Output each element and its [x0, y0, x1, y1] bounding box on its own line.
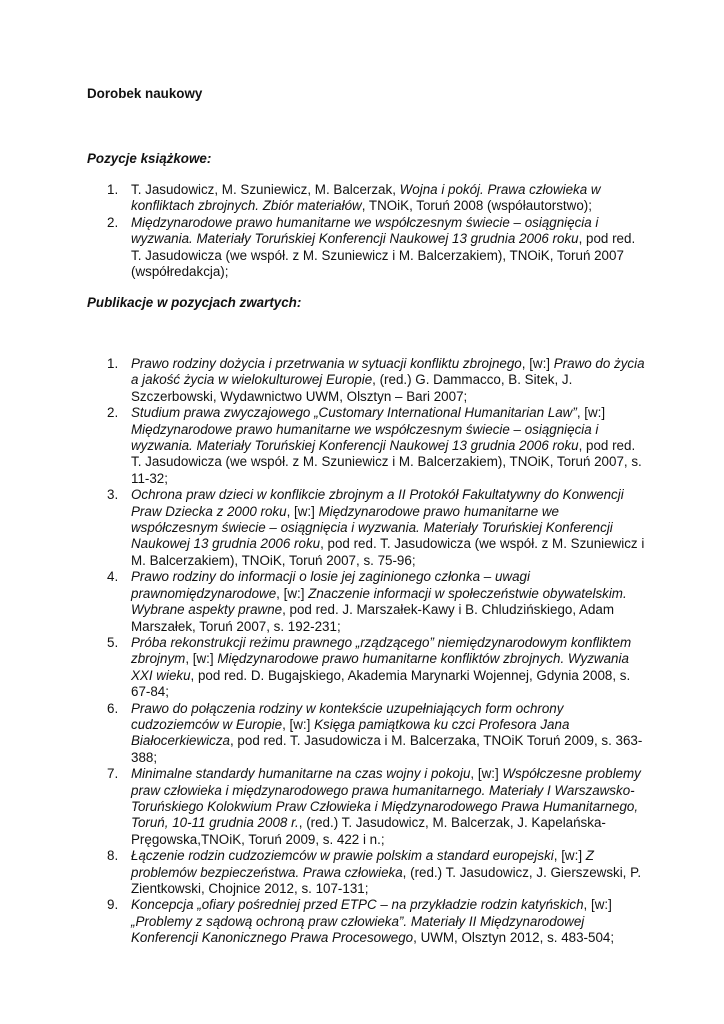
books-heading: Pozycje książkowe:: [87, 151, 212, 166]
list-item-number: 8.: [107, 848, 119, 864]
list-item-number: 7.: [107, 766, 119, 782]
citation-text: , (red.) T. Jasudowicz, M. Balcerzak, J. Kapelańska-Pręgowska,TNOiK, Toruń 2009, s. 422 i n.;: [131, 815, 606, 847]
citation-text: , pod red. D. Bugajskiego, Akademia Marynarki Wojennej, Gdynia 2008, s. 67-84;: [131, 667, 631, 700]
italic-title-text: Prawo rodziny dożycia i przetrwania w sytuacji konfliktu zbrojnego: [131, 356, 522, 371]
list-item-number: 2.: [107, 214, 119, 230]
citation-text: , (red.) G. Dammacco, B. Sitek, J. Szczerbowski, Wydawnictwo UWM, Olsztyn – Bari 2007;: [131, 372, 573, 404]
citation-text: , [w:]: [553, 848, 586, 864]
citation-text: T. Jasudowicz, M. Szuniewicz, M. Balcerzak,: [131, 182, 400, 197]
citation-text: , TNOiK, Toruń 2008 (współautorstwo);: [361, 198, 592, 214]
list-item: [87, 848, 647, 897]
citation-text: , (red.) T. Jasudowicz, J. Gierszewski, P. Zientkowski, Chojnice 2012, s. 107-131;: [131, 864, 642, 896]
italic-title-text: Ochrona praw dzieci w konflikcie zbrojnym a II Protokół Fakultatywny do Konwencji Praw Dziecka z 2000 roku: [131, 487, 624, 519]
citation-text: , [w:]: [521, 356, 554, 371]
citation-text: , [w:]: [583, 897, 612, 913]
citation-text: , [w:]: [286, 503, 319, 519]
italic-title-text: Międzynarodowe prawo humanitarne konfliktów zbrojnych. Wyzwania XXI wieku: [131, 651, 629, 683]
publications-heading: Publikacje w pozycjach zwartych:: [87, 295, 302, 310]
italic-title-text: Łączenie rodzin cudzoziemców w prawie polskim a standard europejski: [131, 848, 554, 864]
list-item: [87, 897, 647, 946]
italic-title-text: Z problemów bezpieczeństwa. Prawa człowieka: [131, 848, 594, 880]
list-item-number: 2.: [107, 405, 119, 421]
list-item: [87, 215, 647, 281]
italic-title-text: Międzynarodowe prawo humanitarne we współczesnym świecie – osiągnięcia i wyzwania. Materiały Toruńskiej Konferencji Naukowej 13 grudnia 2006 roku: [131, 503, 613, 552]
list-item-number: 5.: [107, 634, 119, 650]
citation-text: , [w:]: [185, 651, 218, 667]
list-item: [87, 356, 647, 405]
italic-title-text: Minimalne standardy humanitarne na czas wojny i pokoju: [131, 766, 471, 782]
list-item-number: 3.: [107, 487, 119, 503]
list-item-number: 4.: [107, 569, 119, 585]
italic-title-text: Prawo do życia a jakość życia w wielokulturowej Europie: [131, 356, 645, 388]
publications-list: [87, 356, 647, 947]
citation-text: , [w:]: [470, 766, 503, 782]
list-item: [87, 635, 647, 701]
italic-title-text: Prawo rodziny do informacji o losie jej zaginionego członka – uwagi prawnomiędzynarodowe: [131, 569, 530, 601]
citation-text: , pod red. T. Jasudowicza (we współ. z M. Szuniewicz i M. Balcerzakiem), TNOiK, Toruń 2007, s. 11-32;: [131, 438, 642, 486]
italic-title-text: Międzynarodowe prawo humanitarne we współczesnym świecie – osiągnięcia i wyzwania. Materiały Toruńskiej Konferencji Naukowej 13 grudnia 2006 roku: [131, 214, 599, 247]
list-item: [87, 569, 647, 635]
list-item-number: 9.: [107, 897, 119, 913]
italic-title-text: Wojna i pokój. Prawa człowieka w konfliktach zbrojnych. Zbiór materiałów: [131, 182, 601, 214]
page-title: Dorobek naukowy: [87, 86, 203, 101]
list-item: [87, 182, 647, 215]
italic-title-text: Koncepcja „ofiary pośredniej przed ETPC – na przykładzie rodzin katyńskich: [131, 897, 584, 913]
citation-text: , pod red. T. Jasudowicza (we współ. z M. Szuniewicz i M. Balcerzakiem), TNOiK, Toruń 2007 (współredakcja);: [131, 231, 636, 280]
citation-text: , [w:]: [282, 716, 315, 732]
italic-title-text: Współczesne problemy praw człowieka i międzynarodowego prawa humanitarnego. Materiały I Warszawsko-Toruńskiego Kolokwium Praw Człowieka i Międzynarodowego Prawa Humanitarnego, Toruń, 10-11 grudnia 2008 r.: [131, 766, 641, 831]
list-item-number: 1.: [107, 356, 119, 371]
books-list: [87, 182, 647, 280]
italic-title-text: Księga pamiątkowa ku czci Profesora Jana Białocerkiewicza: [131, 716, 570, 749]
italic-title-text: Próba rekonstrukcji reżimu prawnego „rządzącego” niemiędzynarodowym konfliktem zbrojnym: [131, 634, 632, 667]
citation-text: , [w:]: [276, 585, 309, 601]
list-item: [87, 766, 647, 848]
italic-title-text: Znaczenie informacji w społeczeństwie obywatelskim. Wybrane aspekty prawne: [131, 585, 627, 618]
citation-text: , UWM, Olsztyn 2012, s. 483-504;: [413, 930, 615, 946]
citation-text: , pod red. J. Marszałek-Kawy i B. Chludzińskiego, Adam Marszałek, Toruń 2007, s. 192-231;: [131, 602, 615, 634]
italic-title-text: „Problemy z sądową ochroną praw człowieka”. Materiały II Międzynarodowej Konferencji Kanonicznego Prawa Procesowego: [131, 913, 585, 946]
italic-title-text: Studium prawa zwyczajowego „Customary International Humanitarian Law”: [131, 405, 577, 421]
citation-text: , pod red. T. Jasudowicza i M. Balcerzaka, TNOiK Toruń 2009, s. 363-388;: [131, 733, 643, 765]
list-item: [87, 487, 647, 569]
citation-text: , [w:]: [576, 405, 606, 421]
list-item-number: 6.: [107, 700, 119, 716]
list-item: [87, 701, 647, 767]
list-item: [87, 405, 647, 487]
list-item-number: 1.: [107, 182, 119, 197]
italic-title-text: Międzynarodowe prawo humanitarne we współczesnym świecie – osiągnięcia i wyzwania. Materiały Toruńskiej Konferencji Naukowej 13 grudnia 2006 roku: [131, 421, 599, 454]
italic-title-text: Prawo do połączenia rodziny w kontekście uzupełniających form ochrony cudzoziemców w Europie: [131, 700, 564, 732]
citation-text: , pod red. T. Jasudowicza (we współ. z M. Szuniewicz i M. Balcerzakiem), TNOiK, Toruń 2007, s. 75-96;: [131, 536, 645, 568]
